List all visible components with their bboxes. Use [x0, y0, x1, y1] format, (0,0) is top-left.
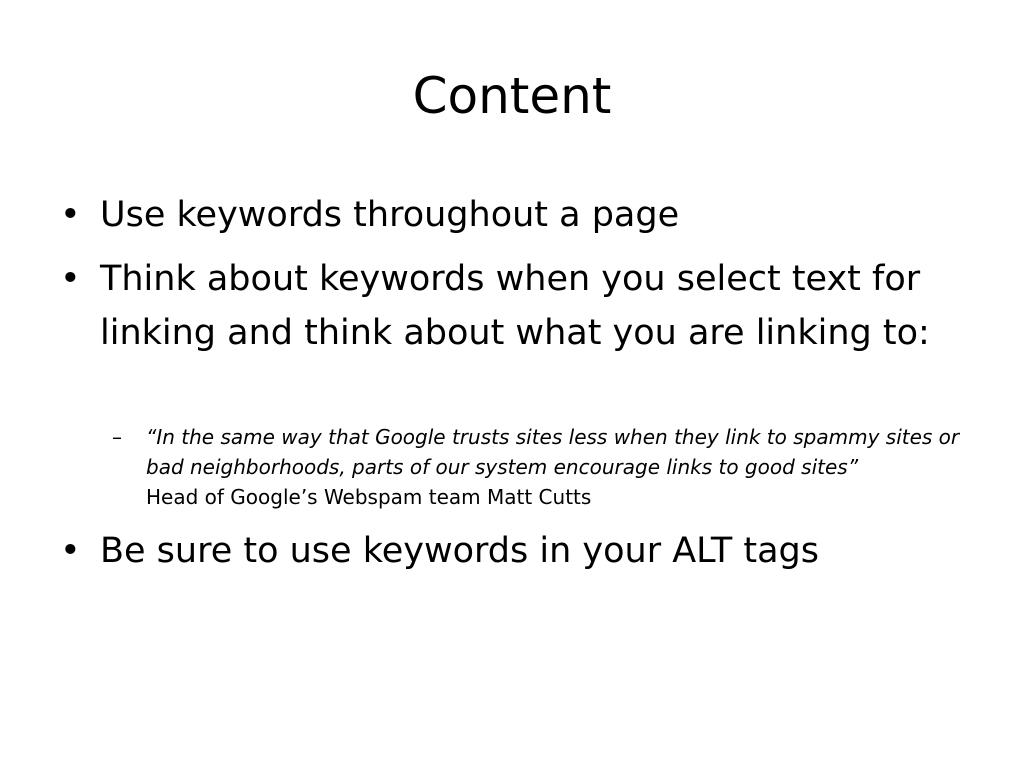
bullet-marker: • — [60, 195, 81, 235]
bullet-text: Be sure to use keywords in your ALT tags — [100, 531, 819, 571]
sub-bullet-marker: – — [112, 425, 122, 449]
slide-title: Content — [412, 67, 612, 125]
quote-text: “In the same way that Google trusts sites less when they link to spammy sites or bad neighborhoods, parts of our system encourage links to good sites” — [146, 425, 960, 479]
quote-attribution: Head of Google’s Webspam team Matt Cutts — [146, 485, 592, 509]
bullet-text: Think about keywords when you select text for linking and think about what you are linking to: — [100, 259, 930, 353]
bullet-text: Use keywords throughout a page — [100, 195, 680, 235]
bullet-marker: • — [60, 259, 81, 299]
bullet-marker: • — [60, 531, 81, 571]
